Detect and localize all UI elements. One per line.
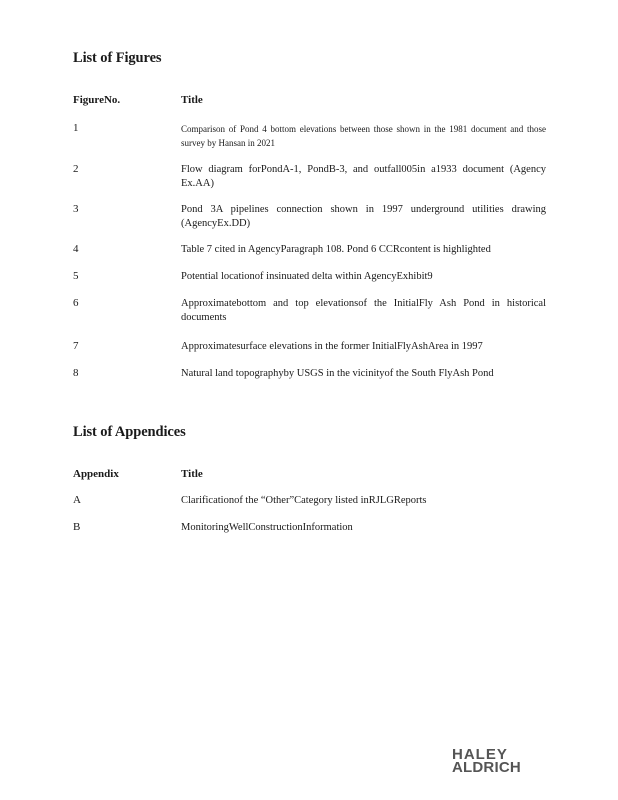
figure-title: Natural land topographyby USGS in the vicinityof the South FlyAsh Pond — [181, 368, 494, 379]
figure-number: 3 — [73, 203, 79, 215]
figure-number: 2 — [73, 163, 79, 175]
haley-aldrich-logo — [452, 748, 546, 776]
figure-number: 6 — [73, 297, 79, 309]
figure-title: Approximatesurface elevations in the former InitialFlyAshArea in 1997 — [181, 341, 483, 352]
appendix-title: MonitoringWellConstructionInformation — [181, 522, 353, 533]
figures-col-number-header: FigureNo. — [73, 94, 121, 106]
figure-title: Flow diagram forPondA-1, PondB-3, and outfall005in a1933 document (Agency Ex.AA) — [181, 164, 546, 189]
appendices-col-title-header: Title — [181, 468, 203, 480]
figure-title: Table 7 cited in AgencyParagraph 108. Pond 6 CCRcontent is highlighted — [181, 244, 491, 255]
figure-number: 4 — [73, 243, 79, 255]
appendices-col-number-header: Appendix — [73, 468, 119, 480]
figures-col-title-header: Title — [181, 94, 203, 106]
figure-title: Potential locationof insinuated delta within AgencyExhibit9 — [181, 271, 433, 282]
appendix-letter: A — [73, 494, 81, 506]
logo-line-2: ALDRICH — [452, 759, 521, 776]
logo-line-1: HALEY — [452, 746, 508, 763]
figure-number: 7 — [73, 340, 79, 352]
figures-heading: List of Figures — [73, 50, 162, 66]
figure-number: 5 — [73, 270, 79, 282]
appendix-title: Clarificationof the “Other”Category listed inRJLGReports — [181, 495, 427, 506]
figure-title: Approximatebottom and top elevationsof the InitialFly Ash Pond in historical documents — [181, 298, 546, 323]
figure-number: 8 — [73, 367, 79, 379]
figure-number: 1 — [73, 122, 79, 134]
appendix-letter: B — [73, 521, 81, 533]
figure-title: Pond 3A pipelines connection shown in 1997 underground utilities drawing (AgencyEx.DD) — [181, 204, 546, 229]
figure-title: Comparison of Pond 4 bottom elevations between those shown in the 1981 document and those survey by Hansan in 2021 — [181, 124, 546, 148]
appendices-heading: List of Appendices — [73, 424, 186, 440]
